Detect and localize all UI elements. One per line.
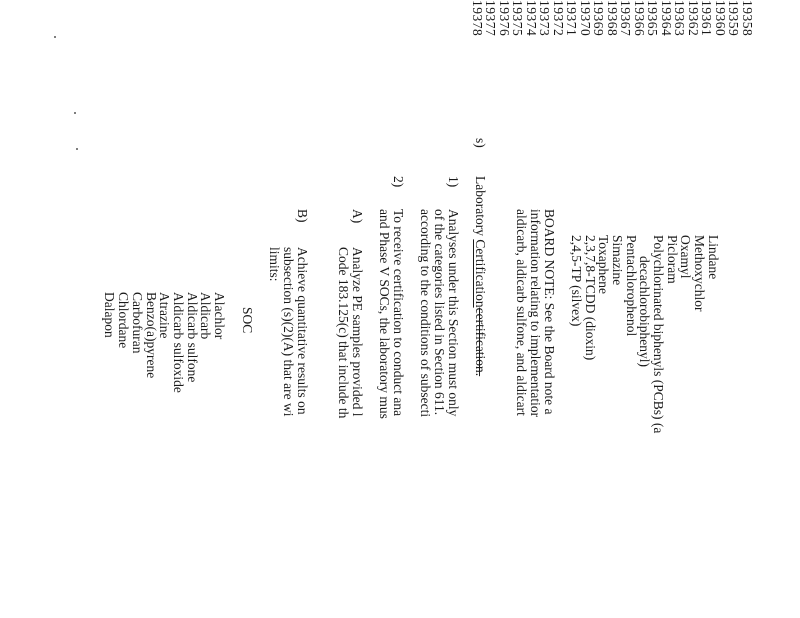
scan-speck — [54, 36, 56, 38]
list-item: Simazine — [610, 235, 625, 286]
line-number: 19375 — [510, 0, 526, 37]
item-text-line: of the categories listed in Section 611. — [432, 209, 447, 416]
item-text-line: subsection (s)(2)(A) that are wi — [281, 247, 296, 417]
section-label: s) — [473, 138, 488, 148]
line-number: 19360 — [713, 0, 728, 37]
board-note-line: aldicarb, aldicarb sulfone, and aldicart — [514, 209, 529, 416]
table-row: Benzo(a)pyrene — [144, 292, 159, 379]
line-number: 19363 — [672, 0, 688, 37]
item-label: A) — [350, 209, 365, 224]
section-heading — [474, 176, 488, 376]
table-row: Carbofuran — [130, 292, 145, 354]
item-text-line: Analyze PE samples provided l — [350, 247, 365, 417]
line-number: 19368 — [605, 0, 620, 37]
table-row: Aldicarb sulfone — [185, 292, 200, 383]
heading-underlined-word: Certification — [473, 239, 488, 308]
list-item: Picloram — [665, 235, 680, 284]
table-row: Aldicarb sulfoxide — [171, 292, 186, 393]
line-number: 19371 — [564, 0, 580, 37]
item-label: B) — [295, 209, 310, 223]
list-item: Oxamyl — [678, 235, 693, 279]
scan-speck — [76, 148, 78, 150]
line-number: 19374 — [524, 0, 539, 37]
item-text-line: and Phase V SOCs, the laboratory mus — [377, 209, 392, 419]
table-row: Alachlor — [212, 292, 227, 340]
line-number: 19359 — [726, 0, 742, 37]
list-item: 2,3,7,8-TCDD (dioxin) — [583, 235, 598, 361]
list-item: Methoxychlor — [692, 235, 707, 312]
line-number: 19361 — [699, 0, 715, 37]
line-number: 19367 — [618, 0, 634, 37]
item-text-line: limits: — [267, 247, 282, 282]
soc-table-header: SOC — [240, 307, 255, 334]
item-text-line: Code 183.125(c) that include th — [336, 247, 351, 419]
list-item: Toxaphene — [596, 235, 611, 295]
line-number: 19365 — [645, 0, 661, 37]
item-text-line: Analyses under this Section must only — [446, 209, 461, 417]
item-text-line: To receive certification to conduct ana — [391, 209, 406, 417]
table-row: Chlordane — [116, 292, 131, 349]
item-label: 1) — [446, 176, 461, 188]
table-row: Aldicarb — [198, 292, 213, 340]
board-note-line: information relating to implementatior — [528, 209, 543, 418]
list-item: Pentachlorophenol — [624, 235, 639, 337]
line-number: 19358 — [740, 0, 755, 37]
table-row: Atrazine — [157, 292, 172, 339]
item-text-line: according to the conditions of subsecti — [418, 209, 433, 418]
line-number: 19362 — [686, 0, 701, 37]
heading-struck-word: certification. — [473, 307, 488, 377]
list-item: 2,4,5-TP (silvex) — [569, 235, 584, 327]
list-item: Polychlorinated biphenyls (PCBs) (a — [651, 235, 666, 434]
heading-prefix: Laboratory — [473, 176, 488, 240]
list-item: decachlorobiphenyl) — [637, 256, 652, 367]
line-number: 19370 — [578, 0, 593, 37]
board-note-line: BOARD NOTE: See the Board note a — [542, 209, 557, 415]
item-text-line: Achieve quantitative results on — [295, 247, 310, 415]
line-number: 19369 — [591, 0, 607, 37]
scan-speck — [74, 112, 76, 114]
line-number: 19364 — [659, 0, 674, 37]
line-number: 19372 — [551, 0, 566, 37]
item-label: 2) — [391, 176, 406, 188]
line-number: 19376 — [497, 0, 512, 37]
line-numbers — [471, 0, 755, 51]
list-item: Lindane — [706, 235, 721, 280]
line-number: 19373 — [537, 0, 553, 37]
line-number: 19378 — [470, 0, 485, 37]
table-row: Dalapon — [102, 292, 117, 338]
line-number: 19366 — [632, 0, 647, 37]
line-number: 19377 — [483, 0, 499, 37]
